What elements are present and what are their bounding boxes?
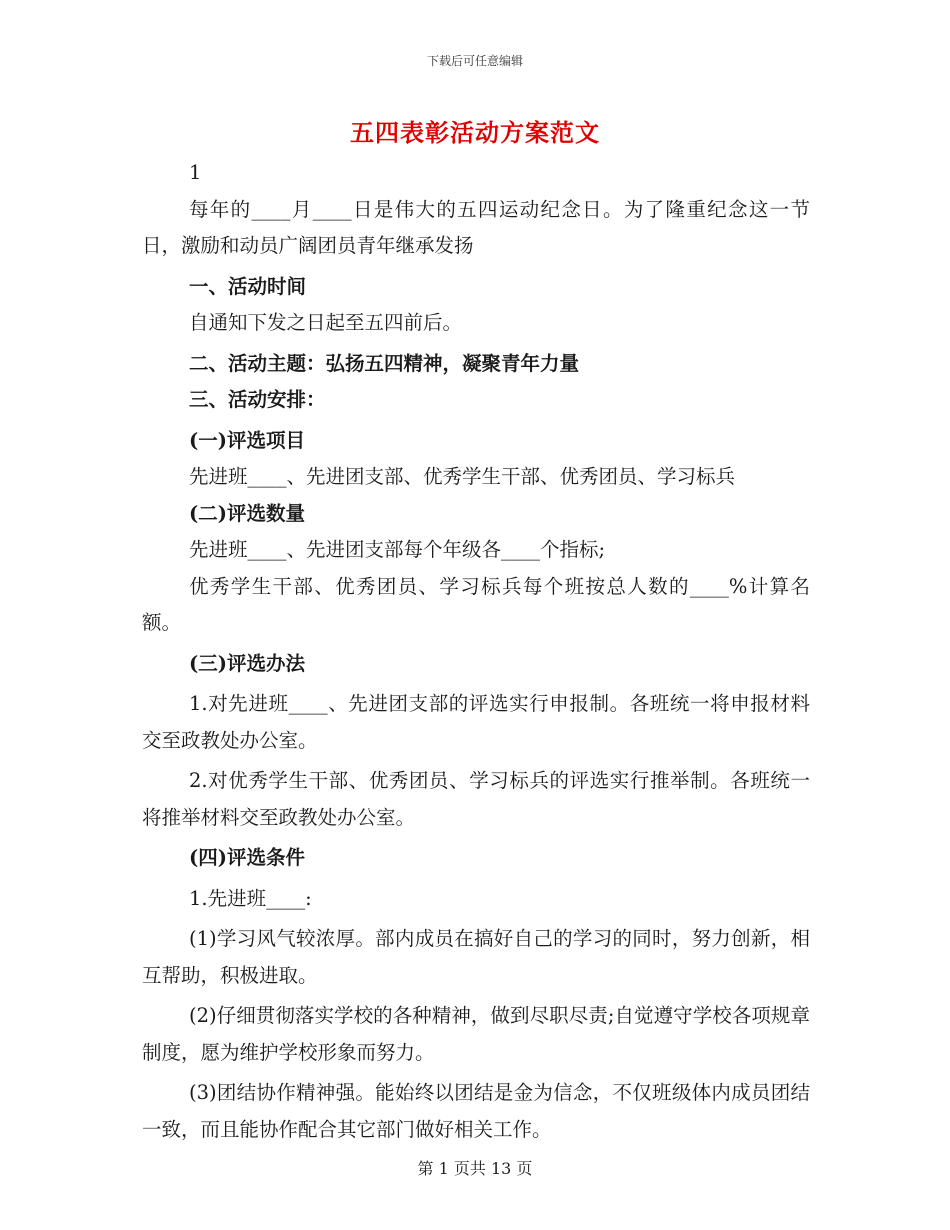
subsection-2-heading: (二)评选数量 (189, 501, 305, 525)
subsection-3-item-1: 1.对先进班____、先进团支部的评选实行申报制。各班统一将申报材料交至政教处办公室。 (142, 692, 810, 752)
subsection-1-text: 先进班____、先进团支部、优秀学生干部、优秀团员、学习标兵 (189, 465, 736, 488)
section-1-heading: 一、活动时间 (189, 274, 307, 298)
subsection-4-item-1: 1.先进班____: (189, 886, 312, 910)
section-2-heading: 二、活动主题：弘扬五四精神，凝聚青年力量 (189, 351, 580, 375)
condition-1: (1)学习风气较浓厚。部内成员在搞好自己的学习的同时，努力创新，相互帮助，积极进取。 (142, 927, 810, 987)
document-title: 五四表彰活动方案范文 (350, 118, 600, 147)
subsection-4-heading: (四)评选条件 (189, 846, 305, 869)
section-3-heading: 三、活动安排： (189, 388, 326, 411)
intro-paragraph: 每年的____月____日是伟大的五四运动纪念日。为了隆重纪念这一节日，激励和动员广阔团员青年继承发扬 (142, 197, 810, 257)
document-body (142, 155, 810, 1148)
condition-2: (2)仔细贯彻落实学校的各种精神，做到尽职尽责;自觉遵守学校各项规章制度，愿为维护学校形象而努力。 (142, 1004, 810, 1064)
page-header-note: 下载后可任意编辑 (426, 54, 523, 68)
subsection-3-heading: (三)评选办法 (189, 651, 305, 675)
subsection-1-heading: (一)评选项目 (189, 428, 305, 452)
condition-3: (3)团结协作精神强。能始终以团结是金为信念，不仅班级体内成员团结一致，而且能协作配合其它部门做好相关工作。 (142, 1081, 810, 1141)
subsection-2-text-1: 先进班____、先进团支部每个年级各____个指标; (189, 538, 606, 561)
page-footer-number: 第 1 页共 13 页 (417, 1159, 533, 1178)
section-1-text: 自通知下发之日起至五四前后。 (189, 311, 463, 334)
subsection-2-text-2: 优秀学生干部、优秀团员、学习标兵每个班按总人数的____%计算名额。 (142, 574, 810, 634)
subsection-3-item-2: 2.对优秀学生干部、优秀团员、学习标兵的评选实行推举制。各班统一将推举材料交至政教处办公室。 (142, 769, 810, 829)
section-index: 1 (189, 161, 202, 184)
